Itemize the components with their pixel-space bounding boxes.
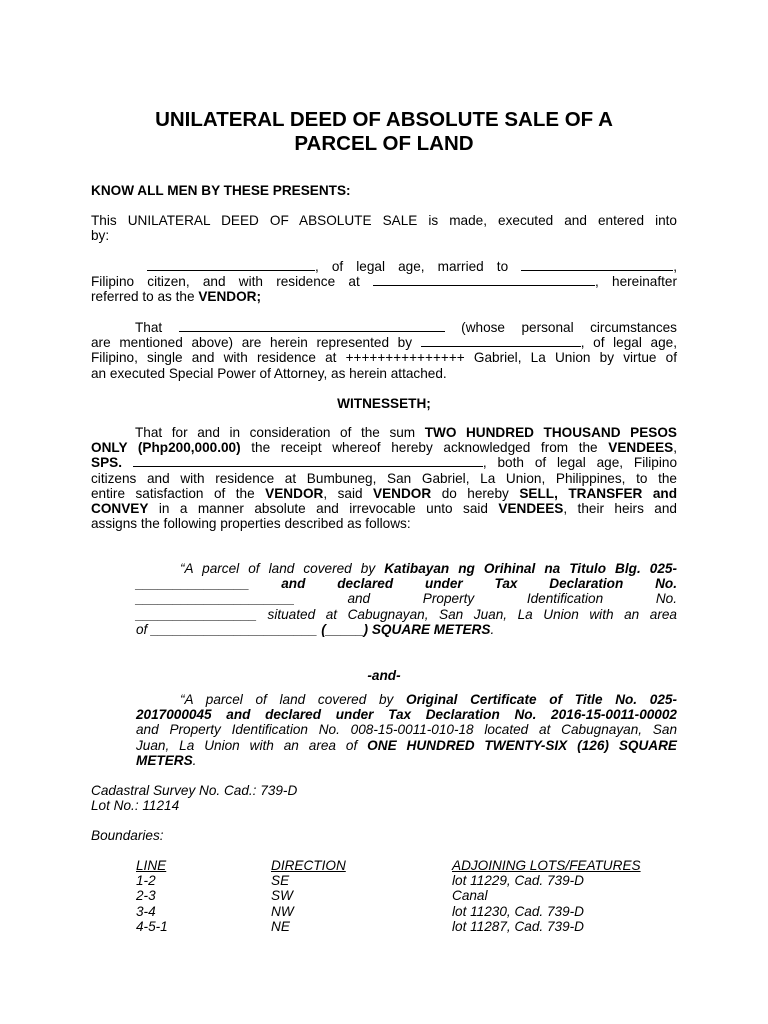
parcel-2-description: [136, 692, 677, 768]
direction-cell: SW: [271, 888, 293, 904]
and-separator: -and-: [367, 668, 401, 683]
amount-figure: ONLY (Php200,000.00): [91, 440, 241, 456]
parcel-2-line-4: [136, 738, 677, 753]
title-number-blank: _______________: [136, 576, 250, 592]
adjoining-cell: Canal: [452, 888, 488, 904]
table-header-row: [136, 858, 692, 873]
vendor-text: , hereinafter: [594, 274, 677, 290]
table-row: [136, 919, 692, 934]
consideration-line-6: [91, 501, 677, 516]
parcel-text: “A parcel of land covered by: [180, 692, 394, 707]
lot-number: Lot No.: 11214: [91, 798, 180, 814]
vendor-label: VENDOR: [265, 485, 324, 501]
parcel-1-line-4: [136, 607, 677, 622]
vendor-text: ,: [673, 259, 678, 274]
boundaries-table-wrap: [136, 858, 696, 934]
table-row: [136, 873, 692, 888]
consideration-line-2: [91, 440, 677, 455]
consideration-text: , both of legal age, Filipino: [482, 455, 677, 471]
consideration-text: do hereby: [441, 485, 509, 501]
represent-line-3: Filipino, single and with residence at +++++++++++++++ Gabriel, La Union by virtue of: [91, 350, 677, 366]
represent-text: are mentioned above) are herein represented by: [91, 335, 413, 351]
vendor-text: , of legal age, married to: [315, 259, 509, 274]
direction-cell: NW: [271, 903, 294, 919]
boundaries-label: Boundaries:: [91, 828, 164, 843]
line-cell: 4-5-1: [136, 918, 168, 934]
adjoining-cell: lot 11229, Cad. 739-D: [452, 873, 584, 889]
parcel-1-line-1: [136, 561, 677, 576]
table-row: [136, 904, 692, 919]
consideration-line-4: citizens and with residence at Bumbuneg, San Gabriel, La Union, Philippines, to the: [91, 470, 677, 486]
represent-text: , of legal age,: [580, 335, 677, 351]
vendor-line-1: [91, 259, 677, 274]
consideration-text: That for and in consideration of the sum: [135, 425, 416, 440]
represent-text: (whose personal circumstances: [461, 320, 677, 335]
represent-text: That: [135, 320, 163, 335]
consideration-paragraph: [91, 425, 677, 531]
intro-line-2: by:: [91, 228, 110, 244]
title-reference: Original Certificate of Title No. 025-: [406, 692, 677, 707]
line-cell: 1-2: [136, 873, 156, 889]
witnesseth-heading: WITNESSETH;: [337, 396, 431, 411]
consideration-text: ,: [673, 440, 677, 456]
direction-cell: SE: [271, 873, 290, 889]
parcel-2-line-1: [136, 692, 677, 707]
title-line-1: UNILATERAL DEED OF ABSOLUTE SALE OF A: [155, 108, 613, 131]
vendees-name-blank: [133, 455, 483, 467]
represent-line-2: [91, 335, 677, 350]
parcel-1-line-3: [136, 591, 677, 606]
consideration-text: in a manner absolute and irrevocable unto said: [158, 501, 488, 517]
line-cell: 3-4: [136, 903, 156, 919]
parcel-1-line-5: [136, 622, 677, 637]
vendees-label: VENDEES: [608, 440, 674, 456]
vendor-text: referred to as the: [91, 289, 195, 305]
represent-line-4: an executed Special Power of Attorney, as herein attached.: [91, 365, 447, 381]
consideration-text: , said: [323, 485, 363, 501]
intro-line-1: This UNILATERAL DEED OF ABSOLUTE SALE is made, executed and entered into: [91, 213, 677, 228]
parcel-text: and Property Identification No.: [347, 591, 677, 607]
boundaries-table: [136, 858, 692, 934]
residence-blank: [373, 274, 595, 286]
vendees-label: VENDEES: [498, 501, 564, 517]
header-line: LINE: [136, 858, 167, 873]
adjoining-cell: lot 11287, Cad. 739-D: [452, 918, 584, 934]
table-row: [136, 888, 692, 903]
area-label: (_____) SQUARE METERS: [321, 621, 491, 637]
parcel-2-line-2: 2017000045 and declared under Tax Declaration No. 2016-15-0011-00002: [136, 707, 677, 723]
vendor-line-3: [91, 289, 677, 304]
vendor-line-2: [91, 274, 677, 289]
vendor-label: VENDOR;: [198, 289, 261, 305]
line-cell: 2-3: [136, 888, 156, 904]
area-blank: of ______________________: [136, 621, 318, 637]
sale-terms: SELL, TRANSFER and: [519, 485, 677, 501]
adjoining-cell: lot 11230, Cad. 739-D: [452, 903, 584, 919]
direction-cell: NE: [271, 918, 290, 934]
consideration-text: the receipt whereof hereby acknowledged from the: [251, 440, 598, 456]
represent-line-1: [91, 320, 677, 335]
header-adjoining: ADJOINING LOTS/FEATURES: [452, 858, 641, 873]
parcel-1-line-2: [136, 576, 677, 591]
parcel-text: “A parcel of land covered by: [180, 561, 376, 576]
area-label: METERS: [136, 752, 193, 768]
representation-paragraph: [91, 320, 677, 381]
cadastral-info: [91, 783, 677, 813]
sale-terms: CONVEY: [91, 501, 149, 517]
spouse-name-blank: [521, 259, 673, 271]
tax-declaration-label: and declared under Tax Declaration No.: [281, 576, 677, 592]
parcel-1-description: [136, 561, 677, 637]
consideration-line-5: [91, 486, 677, 501]
parcel-2-line-3: and Property Identification No. 008-15-0011-010-18 located at Cabugnayan, San: [136, 722, 677, 738]
parcel-text: Juan, La Union with an area of: [136, 737, 358, 753]
amount-words: TWO HUNDRED THOUSAND PESOS: [424, 425, 677, 440]
vendor-blank: [179, 320, 445, 332]
document-title: [0, 108, 768, 156]
sps-label: SPS.: [91, 455, 122, 471]
consideration-line-7: assigns the following properties described as follows:: [91, 516, 411, 532]
vendor-paragraph: [91, 259, 677, 305]
consideration-text: , their heirs and: [563, 501, 677, 517]
area-label: ONE HUNDRED TWENTY-SIX (126) SQUARE: [367, 737, 677, 753]
representative-blank: [421, 335, 581, 347]
header-direction: DIRECTION: [271, 858, 346, 873]
intro-paragraph: [91, 213, 677, 243]
cadastral-survey: Cadastral Survey No. Cad.: 739-D: [91, 783, 298, 798]
title-reference: Katibayan ng Orihinal na Titulo Blg. 025-: [384, 561, 677, 576]
vendor-label: VENDOR: [373, 485, 432, 501]
parcel-text: .: [192, 752, 197, 768]
intro-heading: KNOW ALL MEN BY THESE PRESENTS:: [91, 183, 351, 198]
vendor-name-blank: [147, 259, 315, 271]
consideration-line-3: [91, 455, 677, 470]
parcel-2-line-5: [136, 753, 677, 768]
pin-blank: ________________: [136, 606, 257, 622]
consideration-line-1: [91, 425, 677, 440]
vendor-text: Filipino citizen, and with residence at: [91, 274, 360, 290]
parcel-text: situated at Cabugnayan, San Juan, La Union with an area: [267, 606, 677, 622]
parcel-text: .: [490, 621, 495, 637]
title-line-2: PARCEL OF LAND: [294, 132, 474, 155]
consideration-text: entire satisfaction of the: [91, 485, 255, 501]
tax-declaration-blank: _____________________: [136, 591, 295, 607]
